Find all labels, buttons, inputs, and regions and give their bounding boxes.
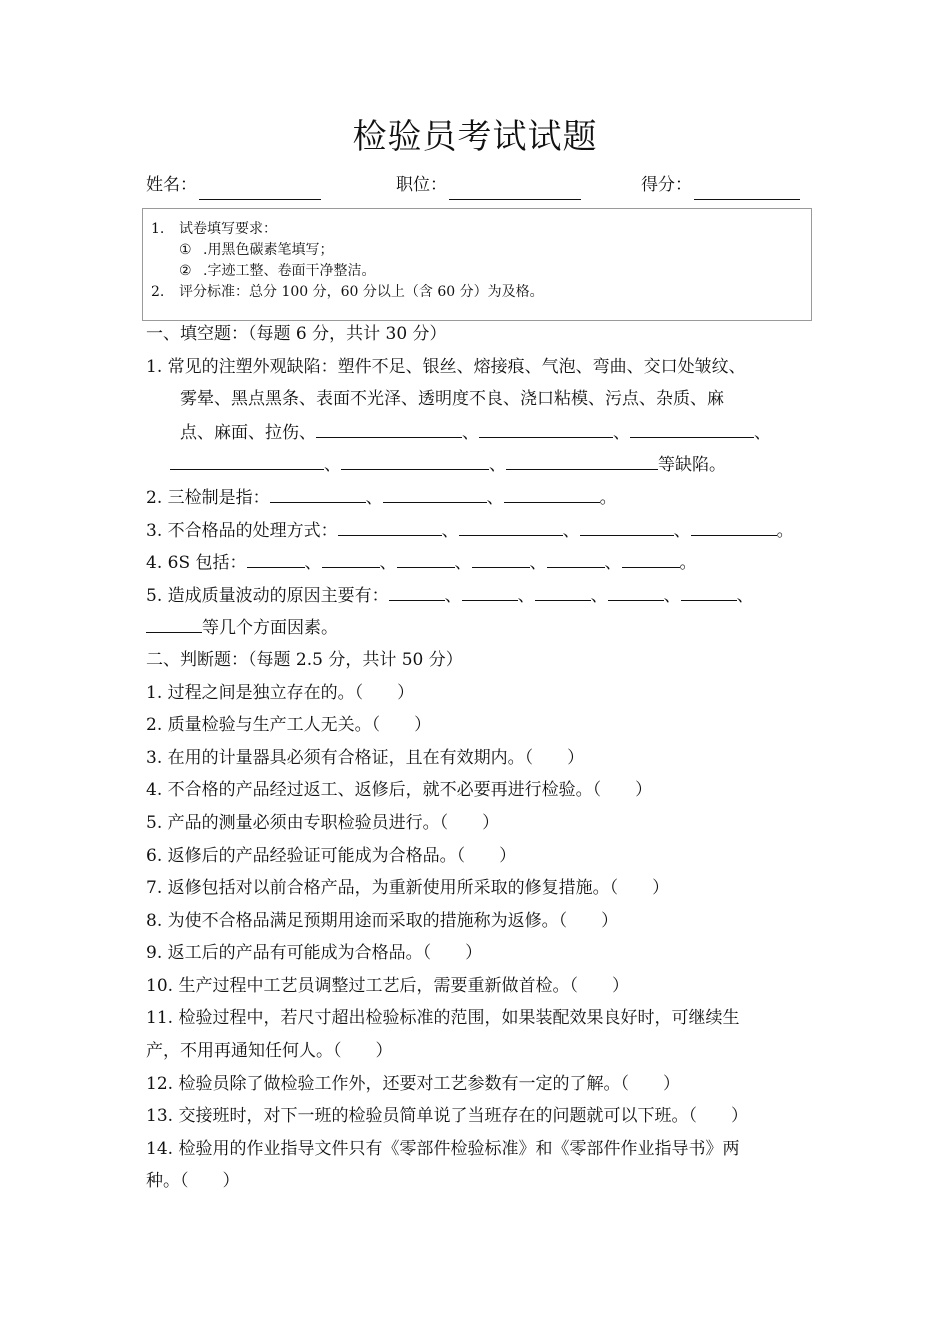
note-text: 试卷填写要求： [179,221,277,237]
separator: 、 [379,553,397,574]
separator: 、 [462,422,479,443]
q1-line3 [146,416,816,449]
answer-blank[interactable] [146,611,202,633]
page-title: 检验员考试试题 [352,117,598,157]
note-item-2 [151,282,811,303]
judgment-question: 11. 检验过程中，若尺寸超出检验标准的范围，如果装配效果良好时，可继续生 [146,1008,740,1029]
answer-blank[interactable] [459,514,563,536]
separator: 、 [673,520,691,541]
separator: 、 [365,487,383,508]
position-field[interactable] [396,170,581,200]
name-field[interactable] [146,170,321,200]
note-subtext: .用黑色碳素笔填写； [203,242,334,258]
section2-heading: 二、判断题：（每题 2.5 分，共计 50 分） [146,649,463,670]
judgment-question: 3. 在用的计量器具必须有合格证，且在有效期内。（ ） [146,747,585,768]
answer-blank[interactable] [383,481,487,503]
score-blank[interactable] [694,177,800,200]
period: 。 [679,553,697,574]
separator: 、 [304,553,322,574]
q1-line4 [146,448,816,481]
position-blank[interactable] [449,177,581,200]
judgment-question: 1. 过程之间是独立存在的。（ ） [146,682,415,703]
separator: 、 [754,422,771,443]
separator: 、 [590,585,608,606]
q1-line2: 雾晕、黑点黑条、表面不光泽、透明度不良、浇口粘模、污点、杂质、麻 [180,389,724,410]
separator: 、 [613,422,630,443]
q5-line2 [146,611,816,644]
answer-blank[interactable] [462,579,518,601]
answer-blank[interactable] [341,448,489,470]
answer-blank[interactable] [479,416,613,438]
answer-blank[interactable] [535,579,591,601]
note-number: 2. [151,284,165,300]
q3 [146,514,816,547]
exam-content [146,318,816,1198]
answer-blank[interactable] [389,579,445,601]
q1-line3-text: 点、麻面、拉伤、 [180,422,316,443]
separator: 、 [529,553,547,574]
judgment-question: 6. 返修后的产品经验证可能成为合格品。（ ） [146,845,517,866]
circled-one-icon: ① [179,242,192,258]
answer-blank[interactable] [338,514,442,536]
separator: 、 [454,553,472,574]
header-fields [146,170,810,200]
separator: 、 [663,585,681,606]
separator: 、 [324,455,341,476]
answer-blank[interactable] [681,579,737,601]
q3-text: 3. 不合格品的处理方式： [146,520,338,541]
q1-line1: 1. 常见的注塑外观缺陷：塑件不足、银丝、熔接痕、气泡、弯曲、交口处皱纹、 [146,356,746,377]
q2-text: 2. 三检制是指： [146,487,270,508]
separator: 、 [517,585,535,606]
separator: 、 [486,487,504,508]
answer-blank[interactable] [322,546,380,568]
name-label: 姓名： [146,175,197,195]
q4-text: 4. 6S 包括： [146,553,247,574]
judgment-question: 2. 质量检验与生产工人无关。（ ） [146,715,432,736]
answer-blank[interactable] [316,416,462,438]
judgment-question: 12. 检验员除了做检验工作外，还要对工艺参数有一定的了解。（ ） [146,1073,680,1094]
judgment-question: 5. 产品的测量必须由专职检验员进行。（ ） [146,812,500,833]
answer-blank[interactable] [270,481,366,503]
q2 [146,481,816,514]
note-subitem-2 [151,261,811,282]
note-item-1 [151,219,811,240]
note-text: 评分标准：总分 100 分，60 分以上（含 60 分）为及格。 [179,284,544,300]
judgment-question-continued: 产，不用再通知任何人。（ ） [146,1041,393,1062]
separator: 、 [441,520,459,541]
judgment-question: 8. 为使不合格品满足预期用途而采取的措施称为返修。（ ） [146,910,619,931]
answer-blank[interactable] [170,448,324,470]
answer-blank[interactable] [504,481,600,503]
judgment-question: 13. 交接班时，对下一班的检验员简单说了当班存在的问题就可以下班。（ ） [146,1106,748,1127]
circled-two-icon: ② [179,263,192,279]
judgment-question: 14. 检验用的作业指导文件只有《零部件检验标准》和《零部件作业指导书》两 [146,1138,740,1159]
answer-blank[interactable] [691,514,777,536]
q5-line1 [146,579,816,612]
answer-blank[interactable] [506,448,658,470]
judgment-question-continued: 种。（ ） [146,1171,240,1192]
instructions-box [142,208,812,321]
note-number: 1. [151,221,165,237]
score-label: 得分： [641,175,692,195]
answer-blank[interactable] [630,416,754,438]
answer-blank[interactable] [472,546,530,568]
section1-heading: 一、填空题：（每题 6 分，共计 30 分） [146,324,447,344]
separator: 、 [604,553,622,574]
answer-blank[interactable] [622,546,680,568]
q4 [146,546,816,579]
separator: 、 [489,455,506,476]
score-field[interactable] [641,170,800,200]
answer-blank[interactable] [580,514,674,536]
position-label: 职位： [396,175,447,195]
separator: 、 [562,520,580,541]
judgment-question: 7. 返修包括对以前合格产品，为重新使用所采取的修复措施。（ ） [146,878,670,899]
note-subtext: .字迹工整、卷面干净整洁。 [203,263,376,279]
separator: 、 [444,585,462,606]
answer-blank[interactable] [247,546,305,568]
q1-suffix: 等缺陷。 [658,455,726,476]
period: 。 [776,520,794,541]
judgment-question: 9. 返工后的产品有可能成为合格品。（ ） [146,943,483,964]
note-subitem-1 [151,240,811,261]
q5-suffix: 等几个方面因素。 [202,618,338,639]
name-blank[interactable] [199,177,321,200]
answer-blank[interactable] [397,546,455,568]
judgment-question: 10. 生产过程中工艺员调整过工艺后，需要重新做首检。（ ） [146,975,629,996]
separator: 、 [736,585,754,606]
q5-text: 5. 造成质量波动的原因主要有： [146,585,389,606]
answer-blank[interactable] [547,546,605,568]
judgment-question: 4. 不合格的产品经过返工、返修后，就不必要再进行检验。（ ） [146,780,653,801]
answer-blank[interactable] [608,579,664,601]
period: 。 [599,487,617,508]
